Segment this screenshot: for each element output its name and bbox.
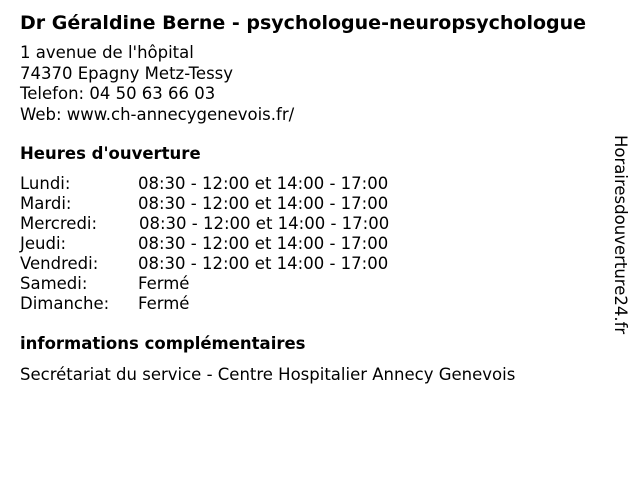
website: Web: www.ch-annecygenevois.fr/: [20, 104, 295, 124]
hours-heading: Heures d'ouverture: [20, 144, 201, 163]
info-text: Secrétariat du service - Centre Hospitalier Annecy Genevois: [20, 365, 516, 384]
day-label: Lundi:: [20, 174, 71, 193]
time-value: 08:30 - 12:00 et 14:00 - 17:00: [138, 194, 389, 213]
day-label: Samedi:: [20, 274, 88, 293]
day-label: Vendredi:: [20, 254, 99, 273]
watermark-text: Horairesdouverture24.fr: [611, 135, 630, 335]
day-label: Mardi:: [20, 194, 72, 213]
info-heading: informations complémentaires: [20, 334, 306, 353]
phone-number: Telefon: 04 50 63 66 03: [20, 84, 216, 103]
time-value: 08:30 - 12:00 et 14:00 - 17:00: [138, 174, 389, 193]
day-label: Jeudi:: [20, 234, 67, 253]
time-value: 08:30 - 12:00 et 14:00 - 17:00: [138, 234, 389, 253]
address-block: [20, 43, 294, 125]
address-street: 1 avenue de l'hôpital: [20, 43, 194, 62]
time-value: Fermé: [138, 274, 190, 293]
watermark: [612, 135, 632, 345]
time-value: 08:30 - 12:00 et 14:00 - 17:00: [139, 214, 390, 233]
day-label: Dimanche:: [20, 294, 110, 313]
address-city: 74370 Epagny Metz-Tessy: [20, 63, 234, 83]
time-value: Fermé: [138, 294, 190, 313]
time-value: 08:30 - 12:00 et 14:00 - 17:00: [138, 254, 389, 273]
page-title: Dr Géraldine Berne - psychologue-neuropsychologue: [20, 12, 587, 34]
day-label: Mercredi:: [20, 214, 98, 233]
